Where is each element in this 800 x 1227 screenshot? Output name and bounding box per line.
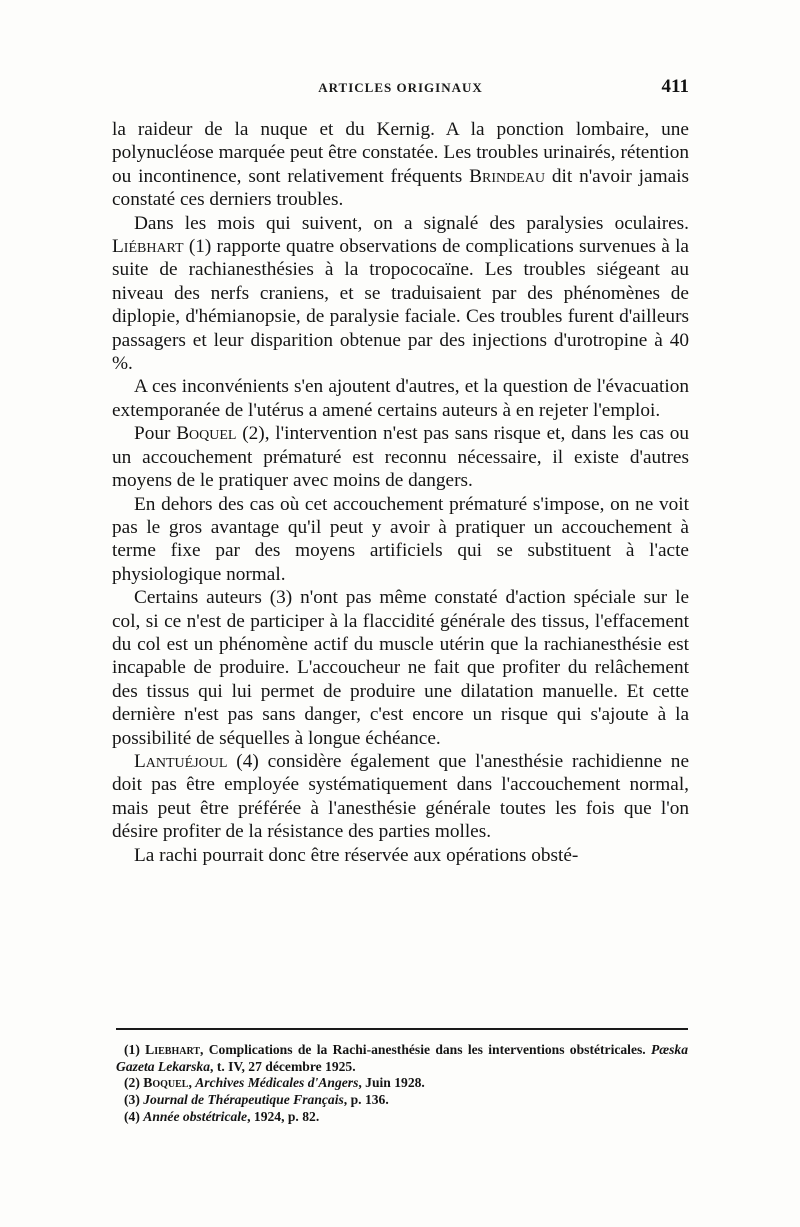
paragraph-4-lead: Pour xyxy=(134,423,177,445)
paragraph-2 xyxy=(112,212,689,376)
page-header xyxy=(112,76,689,104)
footnote-4-tail: , 1924, p. 82. xyxy=(247,1108,320,1124)
paragraph-5: En dehors des cas où cet accouchement prématuré s'impose, on ne voit pas le gros avantage qu'il peut y avoir à pratiquer un accouchement à terme fixe par des moyens artificiels qui se substituent à l'acte physiologique normal. xyxy=(112,493,689,585)
footnote-2-tail: , Juin 1928. xyxy=(358,1075,425,1091)
footnote-2-author: Boquel xyxy=(143,1075,189,1091)
footnote-3-tail: , p. 136. xyxy=(343,1092,389,1108)
paragraph-1-tail: dit n'avoir jamais constaté ces derniers troubles. xyxy=(112,165,689,211)
footnote-2 xyxy=(116,1075,688,1092)
footnote-rule xyxy=(116,1028,688,1030)
footnote-3-marker: (3) xyxy=(124,1092,144,1108)
article-body xyxy=(112,118,689,867)
paragraph-2-text: Dans les mois qui suivent, on a signalé des paralysies oculaires. xyxy=(134,212,689,234)
paragraph-8: La rachi pourrait donc être réservée aux opérations obsté- xyxy=(134,844,579,866)
footnote-1-marker: (1) xyxy=(124,1042,146,1057)
footnote-2-journal: Archives Médicales d'Angers xyxy=(195,1075,359,1091)
paragraph-3: A ces inconvénients s'en ajoutent d'autres, et la question de l'évacuation extemporanée de l'utérus a amené certains auteurs à en rejeter l'emploi. xyxy=(112,376,689,421)
footnote-4-journal: Année obstétricale xyxy=(143,1108,248,1124)
author-lantuejoul: Lantuéjoul xyxy=(134,750,228,772)
footnote-3-journal: Journal de Thérapeutique Français xyxy=(143,1092,344,1108)
footnote-1-journal: Pæska Gazeta Lekarska xyxy=(116,1042,688,1074)
footnote-1-text: , Complications de la Rachi-anesthésie dans les interventions obstétricales. xyxy=(200,1042,651,1057)
footnote-1-author: Liebhart xyxy=(145,1042,200,1057)
author-liebhart: Liébhart xyxy=(112,236,184,258)
paragraph-4-tail: (2), l'intervention n'est pas sans risque et, dans les cas ou un accouchement prématuré est reconnu nécessaire, il existe d'autres moyens de le pratiquer avec moins de dangers. xyxy=(112,423,689,492)
footnotes xyxy=(116,1042,688,1126)
paragraph-6: Certains auteurs (3) n'ont pas même constaté d'action spéciale sur le col, si ce n'est de participer à la flaccidité générale des tissus, l'effacement du col est un phénomène actif du muscle utérin que la rachianesthésie est incapable de produire. L'accoucheur ne fait que profiter du relâchement des tissus qui lui permet de produire une dilatation manuelle. Et cette dernière n'est pas sans danger, c'est encore un risque qui s'ajoute à la possibilité de séquelles à longue échéance. xyxy=(112,587,689,749)
footnote-2-text: , xyxy=(188,1075,196,1091)
paragraph-1 xyxy=(112,118,689,212)
running-head: ARTICLES ORIGINAUX xyxy=(318,80,483,95)
paragraph-2-tail: (1) rapporte quatre observations de complications survenues à la suite de rachianesthésies à la tropococaïne. Les troubles siégeant au niveau des nerfs craniens, et se traduisaient par des phénomènes de diplopie, d'hémianopsie, de paralysie faciale. Ces troubles furent d'ailleurs passagers et leur disparition obtenue par des injections d'urotropine à 40 %. xyxy=(112,236,689,375)
footnote-2-marker: (2) xyxy=(124,1075,144,1091)
author-boquel: Boquel xyxy=(176,423,237,445)
footnote-1 xyxy=(116,1042,688,1075)
paragraph-7-tail: (4) considère également que l'anesthésie rachidienne ne doit pas être employée systématiquement dans l'accouchement normal, mais peut être préférée à l'anesthésie générale toutes les fois que l'on désire profiter de la résistance des parties molles. xyxy=(112,750,689,843)
footnote-1-tail: , t. IV, 27 décembre 1925. xyxy=(210,1058,356,1074)
paragraph-1-text: la raideur de la nuque et du Kernig. A la ponction lombaire, une polynucléose marquée peut être constatée. Les troubles urinairés, rétention ou incontinence, sont relativement fréquents xyxy=(112,119,689,187)
paragraph-4 xyxy=(112,422,689,492)
page-number: 411 xyxy=(661,76,689,97)
author-brindeau: Brindeau xyxy=(469,165,545,187)
paragraph-7 xyxy=(112,750,689,844)
footnote-4 xyxy=(116,1109,688,1126)
footnote-3 xyxy=(116,1092,688,1109)
footnote-4-marker: (4) xyxy=(124,1108,144,1124)
